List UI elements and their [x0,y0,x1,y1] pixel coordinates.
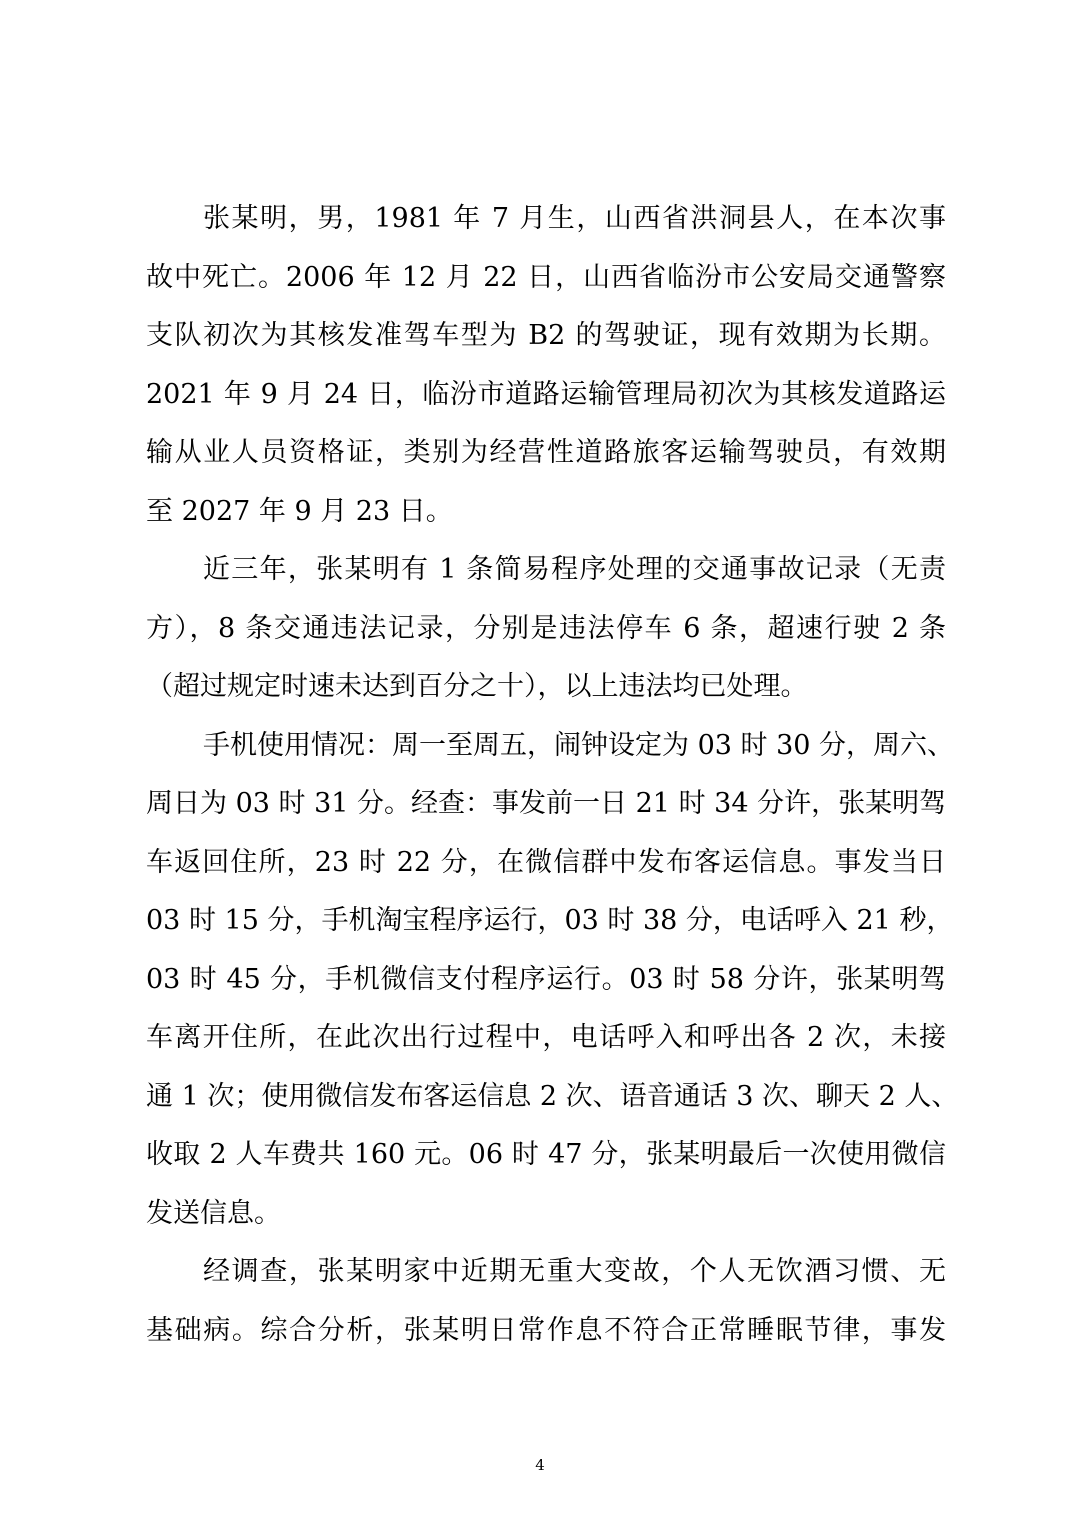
text-line: 近三年，张某明有 1 条简易程序处理的交通事故记录（无责 [203,554,946,585]
text-line: 张某明，男，1981 年 7 月生，山西省洪洞县人，在本次事 [203,203,946,234]
text-line: 手机使用情况：周一至周五，闹钟设定为 03 时 30 分，周六、 [203,729,955,761]
text-line: 发送信息。 [146,1197,281,1229]
text-line: 车离开住所，在此次出行过程中，电话呼入和呼出各 2 次，未接 [146,1022,946,1053]
paragraph-violation-records [146,541,946,717]
paragraph-phone-usage [146,717,959,1244]
text-line: 支队初次为其核发准驾车型为 B2 的驾驶证，现有效期为长期。 [146,320,946,351]
text-line: 故中死亡。2006 年 12 月 22 日，山西省临汾市公安局交通警察 [146,261,946,293]
text-line: 03 时 45 分，手机微信支付程序运行。03 时 58 分许，张某明驾 [146,963,946,995]
text-line: 通 1 次；使用微信发布客运信息 2 次、语音通话 3 次、聊天 2 人、 [146,1080,959,1112]
paragraph-driver-info [146,190,946,541]
text-line: 经调查，张某明家中近期无重大变故，个人无饮酒习惯、无 [203,1256,946,1287]
text-line: 03 时 15 分，手机淘宝程序运行，03 时 38 分，电话呼入 21 秒， [146,905,954,936]
text-line: 2021 年 9 月 24 日，临汾市道路运输管理局初次为其核发道路运 [146,378,946,410]
text-line: 输从业人员资格证，类别为经营性道路旅客运输驾驶员，有效期 [146,437,946,468]
text-line: 收取 2 人车费共 160 元。06 时 47 分，张某明最后一次使用微信 [146,1139,946,1170]
text-line: 周日为 03 时 31 分。经查：事发前一日 21 时 34 分许，张某明驾 [146,788,947,819]
text-line: 方），8 条交通违法记录，分别是违法停车 6 条，超速行驶 2 条 [146,612,946,644]
paragraph-investigation [146,1243,946,1360]
text-line: 基础病。综合分析，张某明日常作息不符合正常睡眠节律，事发 [146,1314,946,1346]
text-line: 至 2027 年 9 月 23 日。 [146,495,453,527]
page-number: 4 [535,1456,545,1474]
text-line: （超过规定时速未达到百分之十），以上违法均已处理。 [146,671,808,702]
document-body [146,190,959,1360]
text-line: 车返回住所，23 时 22 分，在微信群中发布客运信息。事发当日 [146,846,946,878]
